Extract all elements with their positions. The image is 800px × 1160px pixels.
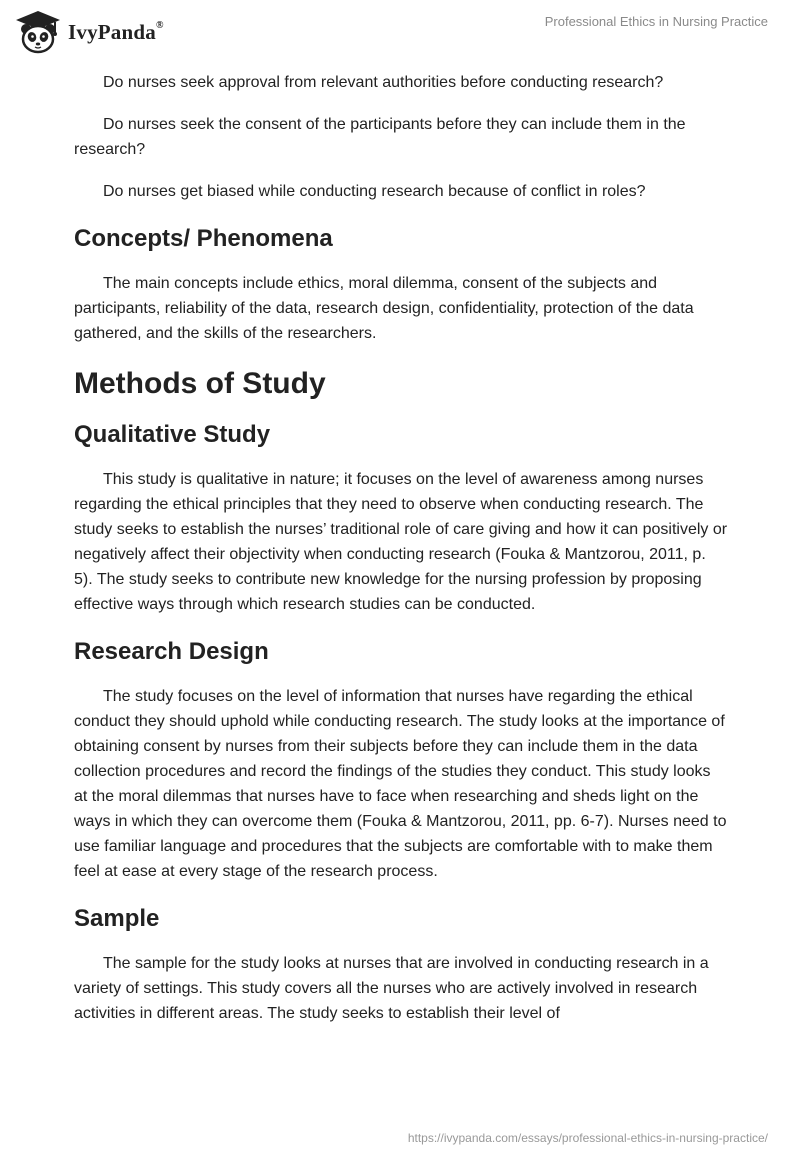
research-design-paragraph: The study focuses on the level of information that nurses have regarding the ethical conduct they should uphold while conducting research. The study looks at the importance of obtaining consent by nurses from their subjects before they can include them in the data collection procedures and record the findings of the studies they conduct. This study looks at the moral dilemmas that nurses have to face when researching and sheds light on the ways in which they can overcome them (Fouka & Mantzorou, 2011, pp. 6-7). Nurses need to use familiar language and procedures that the subjects are comfortable with to make them feel at ease at every stage of the research process.	[74, 688, 727, 880]
sample-paragraph: The sample for the study looks at nurses that are involved in conducting research in a variety of settings. This study covers all the nurses who are actively involved in research activities in different areas. The study seeks to establish their level of	[74, 955, 709, 1022]
methods-heading: Methods of Study	[74, 367, 326, 400]
qualitative-heading: Qualitative Study	[74, 421, 271, 448]
essay-content	[74, 70, 728, 1026]
concepts-heading: Concepts/ Phenomena	[74, 225, 333, 252]
research-question: Do nurses get biased while conducting research because of conflict in roles?	[103, 183, 646, 200]
ivypanda-logo[interactable]	[14, 9, 164, 55]
research-question: Do nurses seek approval from relevant authorities before conducting research?	[103, 74, 664, 91]
research-question: Do nurses seek the consent of the participants before they can include them in the research?	[74, 116, 686, 158]
research-design-heading: Research Design	[74, 638, 269, 665]
panda-logo-icon	[14, 9, 62, 55]
page-header	[0, 0, 800, 64]
concepts-paragraph: The main concepts include ethics, moral dilemma, consent of the subjects and participants, reliability of the data, research design, confidentiality, protection of the data gathered, and the skills of the researchers.	[74, 275, 694, 342]
sample-heading: Sample	[74, 905, 160, 932]
document-title: Professional Ethics in Nursing Practice	[544, 14, 768, 29]
source-url[interactable]: https://ivypanda.com/essays/professional-ethics-in-nursing-practice/	[407, 1131, 768, 1145]
qualitative-paragraph: This study is qualitative in nature; it focuses on the level of awareness among nurses regarding the ethical principles that they need to observe when conducting research. The study seeks to establish the nurses’ traditional role of care giving and how it can positively or negatively affect their objectivity when conducting research (Fouka & Mantzorou, 2011, p. 5). The study seeks to contribute new knowledge for the nursing profession by proposing effective ways through which research studies can be conducted.	[74, 471, 728, 613]
logo-text: IvyPanda®	[68, 19, 164, 44]
